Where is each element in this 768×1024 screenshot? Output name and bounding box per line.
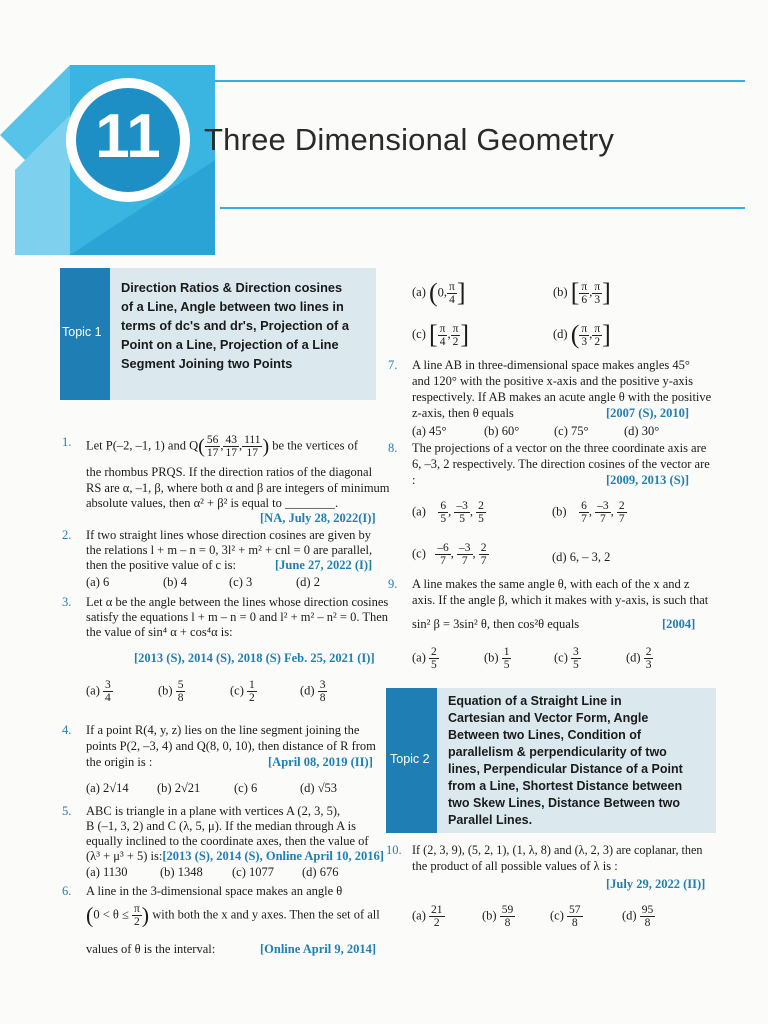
header-line-bottom bbox=[220, 207, 745, 209]
topic2-title: Equation of a Straight Line in Cartesian and Vector Form, Angle Between two Lines, Condition of parallelism & perpendicularity of two lines, Perpendicular Distance of a Point from a Line, Shortest Distance between two Skew Lines, Distance Between two Parallel Lines. bbox=[448, 694, 683, 827]
header-line-top bbox=[215, 80, 745, 82]
topic2-tab bbox=[386, 688, 437, 833]
chapter-number: 11 bbox=[95, 102, 161, 171]
topic1-tab bbox=[60, 268, 110, 400]
topic2-label: Topic 2 bbox=[390, 752, 430, 766]
topic1-title: Direction Ratios & Direction cosines of a Line, Angle between two lines in terms of dc's and dr's, Projection of a Point on a Line, Projection of a Line Segment Joining two Points bbox=[121, 280, 349, 371]
chapter-title: Three Dimensional Geometry bbox=[204, 122, 615, 157]
topic1-label: Topic 1 bbox=[62, 325, 102, 339]
